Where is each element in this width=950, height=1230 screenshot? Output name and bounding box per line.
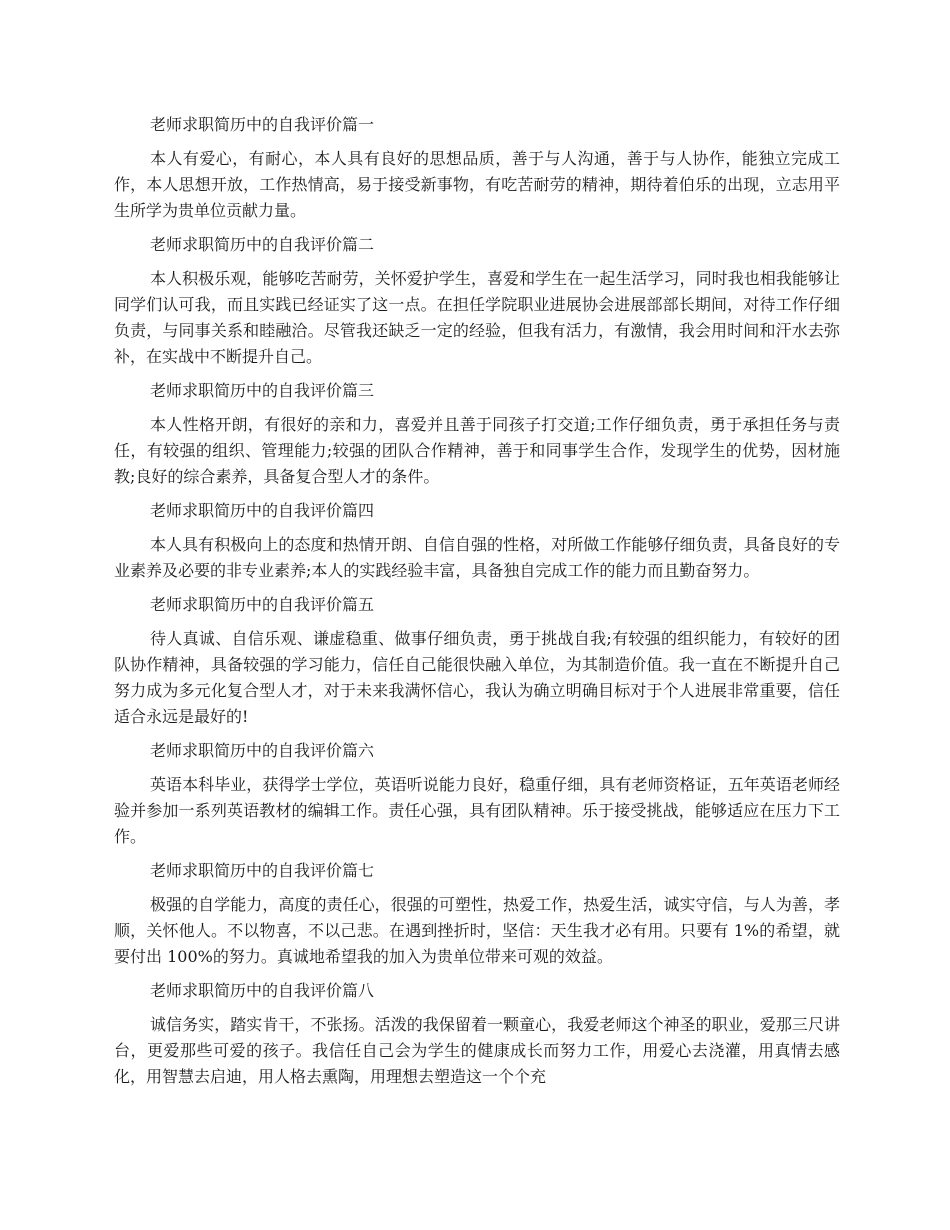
section-heading-4: 老师求职简历中的自我评价篇四 — [150, 501, 375, 520]
section-heading-6: 老师求职简历中的自我评价篇六 — [150, 741, 375, 760]
section-body-4: 本人具有积极向上的态度和热情开朗、自信自强的性格，对所做工作能够仔细负责，具备良好的专业素养及必要的非专业素养;本人的实践经验丰富，具备独自完成工作的能力而且勤奋努力。 — [114, 535, 840, 580]
section-heading-2: 老师求职简历中的自我评价篇二 — [150, 235, 375, 254]
section-heading-8: 老师求职简历中的自我评价篇八 — [150, 981, 375, 1000]
document-page — [114, 112, 840, 1098]
section-body-5: 待人真诚、自信乐观、谦虚稳重、做事仔细负责，勇于挑战自我;有较强的组织能力，有较好的团队协作精神，具备较强的学习能力，信任自己能很快融入单位，为其制造价值。我一直在不断提升自己努力成为多元化复合型人才，对于未来我满怀信心，我认为确立明确目标对于个人进展非常重要，信任适合永远是最好的! — [114, 629, 840, 726]
section-body-7: 极强的自学能力，高度的责任心，很强的可塑性，热爱工作，热爱生活，诚实守信，与人为善，孝顺，关怀他人。不以物喜，不以己悲。在遇到挫折时，坚信：天生我才必有用。只要有 1%的希望，就要付出 100%的努力。真诚地希望我的加入为贵单位带来可观的效益。 — [114, 895, 840, 966]
section-body-8: 诚信务实，踏实肯干，不张扬。活泼的我保留着一颗童心，我爱老师这个神圣的职业，爱那三尺讲台，更爱那些可爱的孩子。我信任自己会为学生的健康成长而努力工作，用爱心去浇灌，用真情去感化，用智慧去启迪，用人格去熏陶，用理想去塑造这一个个充 — [114, 1015, 840, 1086]
section-heading-3: 老师求职简历中的自我评价篇三 — [150, 381, 375, 400]
section-heading-5: 老师求职简历中的自我评价篇五 — [150, 595, 375, 614]
section-heading-1: 老师求职简历中的自我评价篇一 — [150, 115, 375, 134]
section-body-6: 英语本科毕业，获得学士学位，英语听说能力良好，稳重仔细，具有老师资格证，五年英语老师经验并参加一系列英语教材的编辑工作。责任心强，具有团队精神。乐于接受挑战，能够适应在压力下工作。 — [114, 775, 840, 846]
section-body-2: 本人积极乐观，能够吃苦耐劳，关怀爱护学生，喜爱和学生在一起生活学习，同时我也相我能够让同学们认可我，而且实践已经证实了这一点。在担任学院职业进展协会进展部部长期间，对待工作仔细负责，与同事关系和睦融洽。尽管我还缺乏一定的经验，但我有活力，有激情，我会用时间和汗水去弥补，在实战中不断提升自己。 — [114, 269, 840, 366]
section-heading-7: 老师求职简历中的自我评价篇七 — [150, 861, 375, 880]
section-body-1: 本人有爱心，有耐心，本人具有良好的思想品质，善于与人沟通，善于与人协作，能独立完成工作，本人思想开放，工作热情高，易于接受新事物，有吃苦耐劳的精神，期待着伯乐的出现，立志用平生所学为贵单位贡献力量。 — [114, 149, 840, 220]
section-body-3: 本人性格开朗，有很好的亲和力，喜爱并且善于同孩子打交道;工作仔细负责，勇于承担任务与责任，有较强的组织、管理能力;较强的团队合作精神，善于和同事学生合作，发现学生的优势，因材施教;良好的综合素养，具备复合型人才的条件。 — [114, 415, 840, 486]
